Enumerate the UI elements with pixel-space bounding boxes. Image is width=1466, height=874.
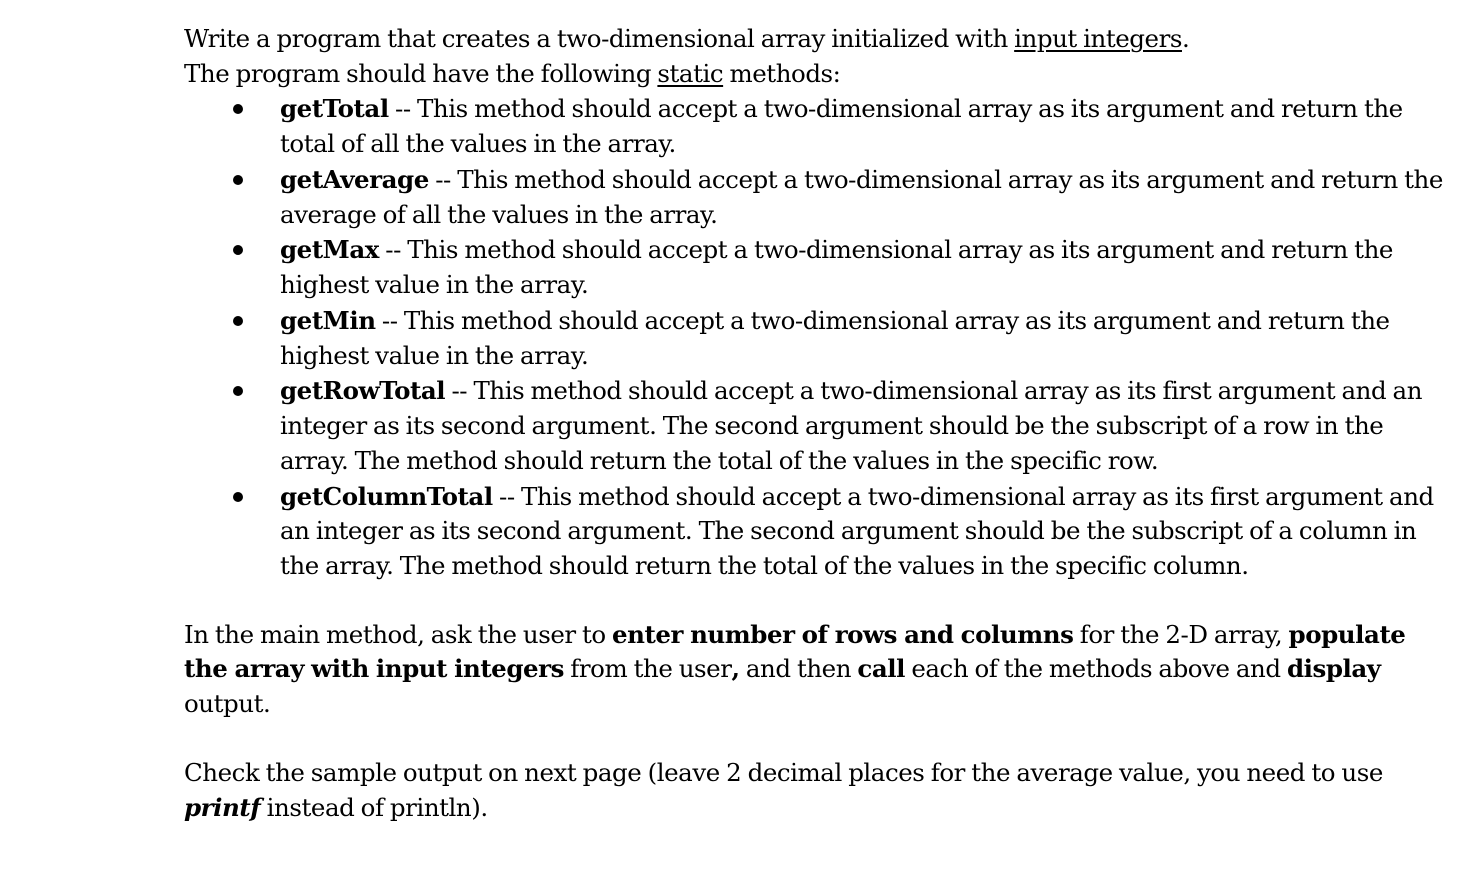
list-item xyxy=(184,374,1444,478)
bullet-icon xyxy=(233,386,243,396)
bullet-icon xyxy=(233,104,243,114)
main-bold-populate: populate the array with input integers xyxy=(184,619,1406,684)
paragraph-spacer xyxy=(184,722,1444,757)
bullet-icon xyxy=(233,492,243,502)
intro-line-1-text: Write a program that creates a two-dimensional array initialized with xyxy=(184,24,1015,53)
method-description: -- This method should accept a two-dimensional array as its first argument and an integer as its second argument. The second argument should be the subscript of a column in the array. The method should return the total of the values in the specific column. xyxy=(280,481,1434,580)
main-method-paragraph xyxy=(184,618,1444,722)
intro-line-1 xyxy=(184,22,1444,57)
list-item xyxy=(184,92,1444,161)
intro-line-2-end: methods: xyxy=(723,58,841,88)
main-bold-comma: , xyxy=(731,654,740,684)
main-text-1: In the main method, ask the user to xyxy=(184,619,613,649)
check-text-1: Check the sample output on next page (leave 2 decimal places for the average value, you need to use xyxy=(184,758,1383,788)
bullet-icon xyxy=(233,175,243,185)
main-text-2: for the 2-D array, xyxy=(1073,619,1289,649)
bullet-icon xyxy=(233,245,243,255)
underlined-static: static xyxy=(657,58,724,88)
method-description: -- This method should accept a two-dimensional array as its argument and return the total of all the values in the array. xyxy=(280,94,1403,159)
intro-line-2-text: The program should have the following xyxy=(184,58,658,88)
main-bold-display: display xyxy=(1286,654,1381,684)
main-text-3: from the user xyxy=(563,654,732,684)
underlined-input-integers: input integers xyxy=(1014,24,1182,53)
bullet-icon xyxy=(233,316,243,326)
method-name: getRowTotal xyxy=(280,376,446,406)
main-text-4: and then xyxy=(739,654,858,684)
main-bold-call: call xyxy=(857,654,906,684)
list-item xyxy=(184,480,1444,584)
method-description: -- This method should accept a two-dimensional array as its argument and return the average of all the values in the array. xyxy=(280,164,1443,229)
method-name: getColumnTotal xyxy=(280,481,493,511)
method-name: getAverage xyxy=(280,164,429,194)
method-description: -- This method should accept a two-dimensional array as its argument and return the highest value in the array. xyxy=(280,305,1390,370)
method-name: getMax xyxy=(280,235,379,265)
intro-line-2 xyxy=(184,57,1444,92)
method-name: getMin xyxy=(280,305,376,335)
method-description: -- This method should accept a two-dimensional array as its argument and return the highest value in the array. xyxy=(280,235,1393,300)
list-item xyxy=(184,163,1444,232)
list-item xyxy=(184,304,1444,373)
check-text-2: instead of println). xyxy=(260,792,488,822)
main-text-6: output. xyxy=(184,688,271,718)
sample-output-paragraph xyxy=(184,756,1444,825)
check-bold-italic-printf: printf xyxy=(184,792,261,822)
document-body xyxy=(184,22,1444,825)
paragraph-spacer xyxy=(184,583,1444,618)
list-item xyxy=(184,233,1444,302)
intro-line-1-period: . xyxy=(1181,24,1190,53)
method-name: getTotal xyxy=(280,94,389,124)
method-description: -- This method should accept a two-dimensional array as its first argument and an integer as its second argument. The second argument should be the subscript of a row in the array. The method should return the total of the values in the specific row. xyxy=(280,376,1423,475)
main-text-5: each of the methods above and xyxy=(905,654,1287,684)
methods-list xyxy=(184,92,1444,583)
main-bold-rows-columns: enter number of rows and columns xyxy=(612,619,1074,649)
